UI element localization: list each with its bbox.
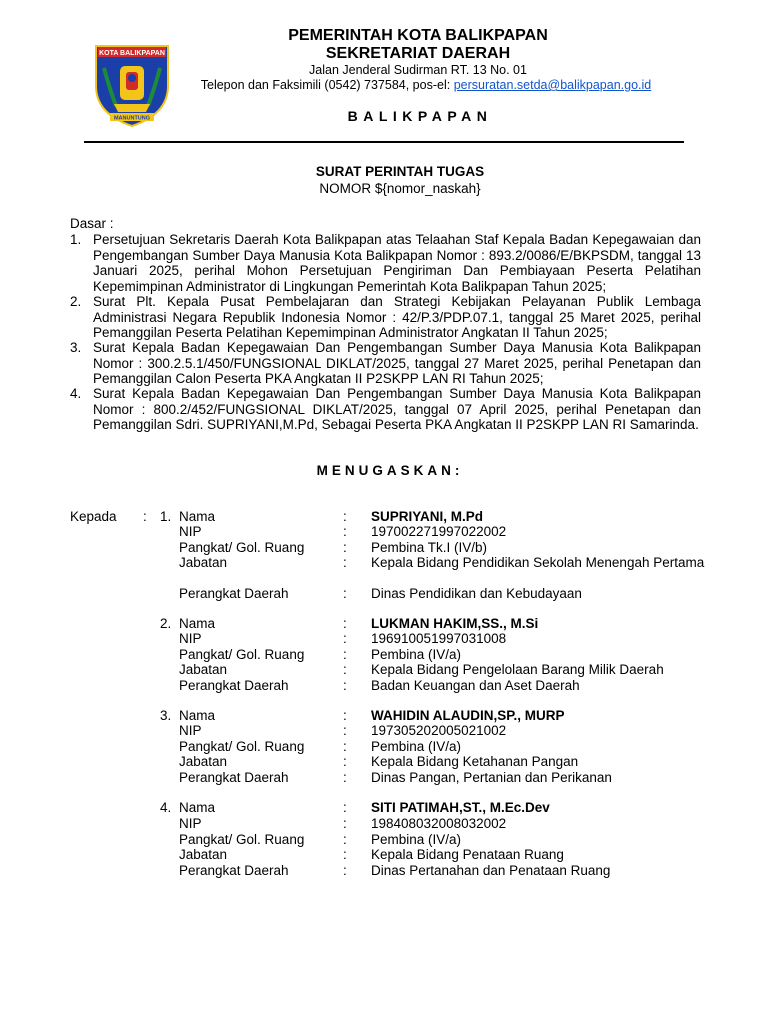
person-number: 2. — [160, 616, 172, 631]
field-colon: : — [343, 678, 347, 693]
field-colon: : — [343, 524, 347, 539]
field-colon: : — [343, 662, 347, 677]
letterhead-address: Jalan Jenderal Sudirman RT. 13 No. 01 — [309, 63, 527, 77]
field-colon: : — [343, 509, 347, 524]
person-pangkat: Pembina (IV/a) — [371, 832, 462, 847]
field-label-nip: NIP — [179, 524, 202, 539]
field-colon: : — [343, 616, 347, 631]
city-emblem-logo — [90, 40, 174, 128]
person-1-nama-row — [0, 509, 768, 525]
field-label-nama: Nama — [179, 616, 216, 631]
field-label-pangkat: Pangkat/ Gol. Ruang — [179, 832, 305, 847]
person-4-pangkat-row — [0, 832, 768, 848]
field-colon: : — [343, 770, 347, 785]
person-3-jabatan-row — [0, 754, 768, 770]
letterhead-city: BALIKPAPAN — [347, 108, 493, 124]
person-number: 4. — [160, 800, 172, 815]
emblem-bottom-text: MANUNTUNG — [113, 115, 151, 122]
person-number: 1. — [160, 509, 172, 524]
person-4-nama-row — [0, 800, 768, 816]
person-3-nama-row — [0, 708, 768, 724]
field-label-perangkat: Perangkat Daerah — [179, 678, 289, 693]
person-name: SUPRIYANI, M.Pd — [371, 509, 484, 524]
letterhead-divider — [84, 141, 684, 143]
field-label-nip: NIP — [179, 723, 202, 738]
menugaskan-heading: MENUGASKAN: — [316, 463, 464, 478]
field-colon: : — [343, 540, 347, 555]
person-4-perangkat-row — [0, 863, 768, 879]
person-2-perangkat-row — [0, 678, 768, 694]
field-colon: : — [343, 723, 347, 738]
field-colon: : — [343, 816, 347, 831]
person-perangkat: Badan Keuangan dan Aset Daerah — [371, 678, 580, 693]
field-label-nama: Nama — [179, 708, 216, 723]
person-perangkat: Dinas Pangan, Pertanian dan Perikanan — [371, 770, 612, 785]
person-nip: 198408032008032002 — [371, 816, 507, 831]
field-label-nama: Nama — [179, 800, 216, 815]
field-colon: : — [343, 832, 347, 847]
dasar-number: 2. — [70, 294, 82, 309]
letter-title: SURAT PERINTAH TUGAS — [315, 164, 485, 179]
letterhead-phone: Telepon dan Faksimili (0542) 737584, pos-el: — [200, 78, 454, 92]
person-4-jabatan-row — [0, 847, 768, 863]
field-colon: : — [343, 739, 347, 754]
person-3-perangkat-row — [0, 770, 768, 786]
field-colon: : — [343, 800, 347, 815]
person-2-nip-row — [0, 631, 768, 647]
dasar-number: 3. — [70, 340, 82, 355]
person-nip: 197305202005021002 — [371, 723, 507, 738]
email-link[interactable]: persuratan.setda@balikpapan.go.id — [453, 78, 652, 92]
dasar-label: Dasar : — [70, 216, 114, 231]
person-1-nip-row — [0, 524, 768, 540]
field-label-nip: NIP — [179, 631, 202, 646]
field-colon: : — [343, 847, 347, 862]
person-2-nama-row — [0, 616, 768, 632]
dasar-text: Surat Plt. Kepala Pusat Pembelajaran dan Strategi Kebijakan Pelayanan Publik Lembaga Administrasi Negara Republik Indonesia Nomor : 42/P.3/PDP.07.1, tanggal 25 Maret 2025, perihal Pemanggilan Peserta Pelatihan Kepemimpinan Administrator Angkatan II Tahun 2025; — [93, 294, 701, 341]
person-3-pangkat-row — [0, 739, 768, 755]
person-pangkat: Pembina (IV/a) — [371, 647, 462, 662]
dasar-text: Surat Kepala Badan Kepegawaian Dan Pengembangan Sumber Daya Manusia Kota Balikpapan Nomor : 800.2/452/FUNGSIONAL DIKLAT/2025, tanggal 07 April 2025, perihal Penetapan dan Pemanggilan Sdri. SUPRIYANI,M.Pd, Sebagai Peserta PKA Angkatan II P2SKPP LAN RI Samarinda. — [93, 386, 701, 433]
field-label-pangkat: Pangkat/ Gol. Ruang — [179, 647, 305, 662]
person-name: LUKMAN HAKIM,SS., M.Si — [371, 616, 539, 631]
field-colon: : — [343, 586, 347, 601]
person-2-jabatan-row — [0, 662, 768, 678]
person-1-perangkat-row — [0, 586, 768, 602]
field-label-jabatan: Jabatan — [179, 555, 228, 570]
person-jabatan: Kepala Bidang Penataan Ruang — [371, 847, 564, 862]
field-colon: : — [343, 647, 347, 662]
field-colon: : — [343, 863, 347, 878]
field-colon: : — [343, 555, 347, 570]
person-nip: 197002271997022002 — [371, 524, 507, 539]
person-pangkat: Pembina (IV/a) — [371, 739, 462, 754]
person-1-pangkat-row — [0, 540, 768, 556]
person-3-nip-row — [0, 723, 768, 739]
field-colon: : — [343, 708, 347, 723]
person-perangkat: Dinas Pendidikan dan Kebudayaan — [371, 586, 582, 601]
field-label-perangkat: Perangkat Daerah — [179, 770, 289, 785]
field-label-perangkat: Perangkat Daerah — [179, 586, 289, 601]
field-label-jabatan: Jabatan — [179, 662, 228, 677]
emblem-top-text: KOTA BALIKPAPAN — [99, 50, 165, 57]
letterhead-title: PEMERINTAH KOTA BALIKPAPAN — [288, 27, 548, 44]
person-number: 3. — [160, 708, 172, 723]
person-4-nip-row — [0, 816, 768, 832]
dasar-text: Persetujuan Sekretaris Daerah Kota Balikpapan atas Telaahan Staf Kepala Badan Kepegawaian dan Pengembangan Sumber Daya Manusia Kota Balikpapan Nomor : 893.2/0086/E/BKPSDM, tanggal 13 Januari 2025, perihal Mohon Persetujuan Pengiriman Dan Pembiayaan Peserta Pelatihan Kepemimpinan Administrator di Lingkungan Pemerintah Kota Balikpapan Tahun 2025; — [93, 232, 701, 294]
person-jabatan: Kepala Bidang Pendidikan Sekolah Menengah Pertama — [371, 555, 705, 570]
dasar-number: 1. — [70, 232, 82, 247]
letterhead-contact — [186, 78, 666, 93]
field-colon: : — [343, 754, 347, 769]
person-pangkat: Pembina Tk.I (IV/b) — [371, 540, 488, 555]
field-label-pangkat: Pangkat/ Gol. Ruang — [179, 739, 305, 754]
person-nip: 196910051997031008 — [371, 631, 507, 646]
field-label-nip: NIP — [179, 816, 202, 831]
letterhead-subtitle: SEKRETARIAT DAERAH — [325, 45, 511, 62]
dasar-text: Surat Kepala Badan Kepegawaian Dan Pengembangan Sumber Daya Manusia Kota Balikpapan Nomor : 300.2.5.1/450/FUNGSIONAL DIKLAT/2025, tanggal 27 Maret 2025, perihal Penetapan dan Pemanggilan Calon Peserta PKA Angkatan II P2SKPP LAN RI Tahun 2025; — [93, 340, 701, 387]
field-label-nama: Nama — [179, 509, 216, 524]
field-label-jabatan: Jabatan — [179, 847, 228, 862]
person-1-jabatan-row — [0, 555, 768, 571]
person-perangkat: Dinas Pertanahan dan Penataan Ruang — [371, 863, 611, 878]
person-name: WAHIDIN ALAUDIN,SP., MURP — [371, 708, 565, 723]
person-jabatan: Kepala Bidang Pengelolaan Barang Milik Daerah — [371, 662, 664, 677]
person-jabatan: Kepala Bidang Ketahanan Pangan — [371, 754, 579, 769]
field-colon: : — [343, 631, 347, 646]
field-label-perangkat: Perangkat Daerah — [179, 863, 289, 878]
letter-number: NOMOR ${nomor_naskah} — [319, 181, 481, 196]
kepada-label: Kepada — [70, 509, 117, 524]
field-label-pangkat: Pangkat/ Gol. Ruang — [179, 540, 305, 555]
person-2-pangkat-row — [0, 647, 768, 663]
dasar-number: 4. — [70, 386, 82, 401]
field-label-jabatan: Jabatan — [179, 754, 228, 769]
kepada-colon: : — [143, 509, 147, 524]
person-name: SITI PATIMAH,ST., M.Ec.Dev — [371, 800, 550, 815]
